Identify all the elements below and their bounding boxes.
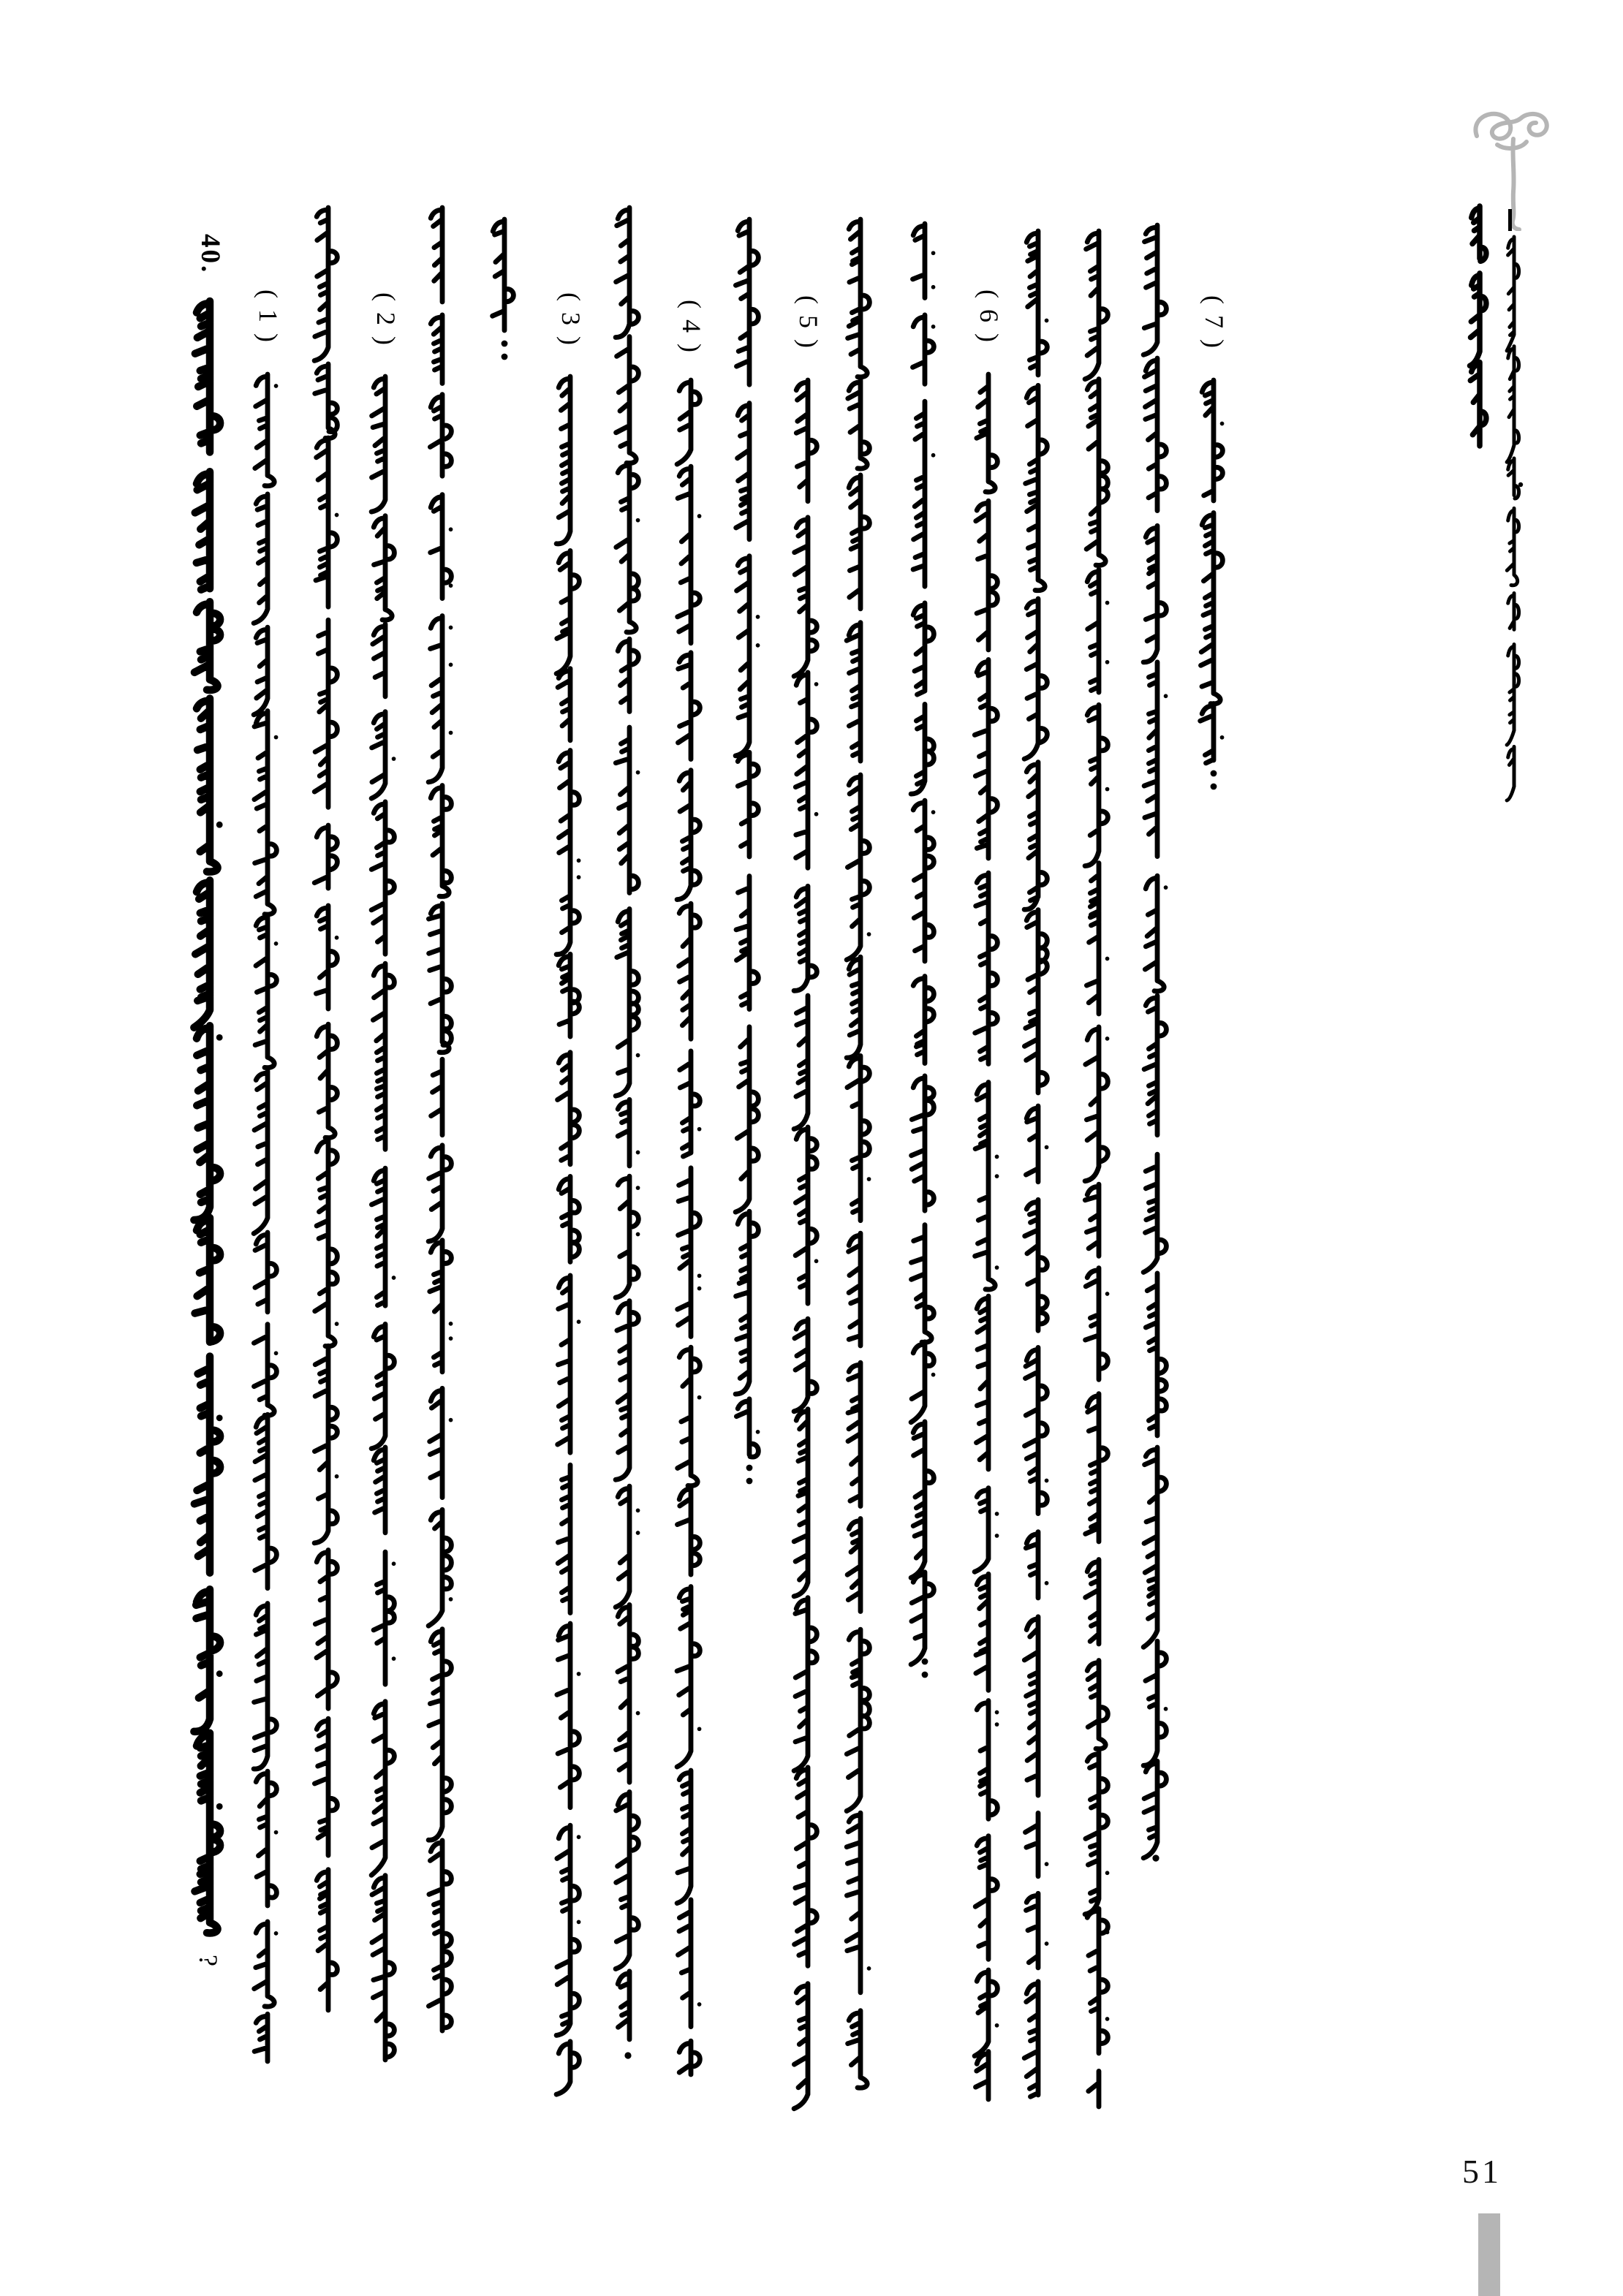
text-line <box>371 376 396 2060</box>
header-dash <box>1508 209 1512 231</box>
text-line <box>677 380 701 2075</box>
text-line <box>254 374 278 2061</box>
end-punctuation-dot <box>922 1659 928 1665</box>
text-line <box>975 374 999 2099</box>
text-line <box>911 224 935 1678</box>
text-line <box>1085 231 1109 2107</box>
end-punctuation-dot <box>1211 770 1217 777</box>
question-mark: ? <box>194 1955 223 1966</box>
text-line <box>1024 231 1048 2096</box>
text-line <box>428 208 453 2031</box>
text-line <box>847 219 871 2088</box>
text-line <box>1143 225 1168 1862</box>
text-line <box>194 301 222 1933</box>
item-number-marker: ( 4 ) <box>677 300 706 355</box>
text-line <box>735 219 760 1484</box>
end-punctuation-dot <box>1211 784 1217 790</box>
item-number-marker: ( 2 ) <box>371 292 401 347</box>
item-number-marker: ( 3 ) <box>556 292 586 347</box>
end-punctuation-dot <box>922 1672 928 1678</box>
end-punctuation-dot <box>1152 1854 1159 1861</box>
end-punctuation-dot <box>502 341 508 347</box>
footer-gray-bar <box>1478 2213 1500 2296</box>
separator-dot <box>1518 482 1523 487</box>
end-punctuation-dot <box>746 1465 753 1471</box>
text-line <box>794 380 818 2109</box>
book-title-line <box>1507 237 1523 800</box>
text-line <box>1200 380 1225 789</box>
page-number: 51 <box>1462 2153 1502 2190</box>
item-number-marker: ( 6 ) <box>975 289 1004 344</box>
end-punctuation-dot <box>746 1478 753 1485</box>
end-punctuation-dot <box>502 354 508 360</box>
item-number-marker: ( 5 ) <box>794 295 823 350</box>
text-line <box>556 376 580 2094</box>
text-line <box>314 208 338 2010</box>
end-punctuation-dot <box>624 2052 631 2058</box>
item-number-marker: ( 7 ) <box>1200 295 1229 350</box>
exercise-number-marker: 40. <box>195 234 225 275</box>
chapter-title-line <box>1470 206 1486 446</box>
text-line <box>493 219 514 360</box>
item-number-marker: ( 1 ) <box>254 289 283 344</box>
text-line <box>616 208 640 2059</box>
